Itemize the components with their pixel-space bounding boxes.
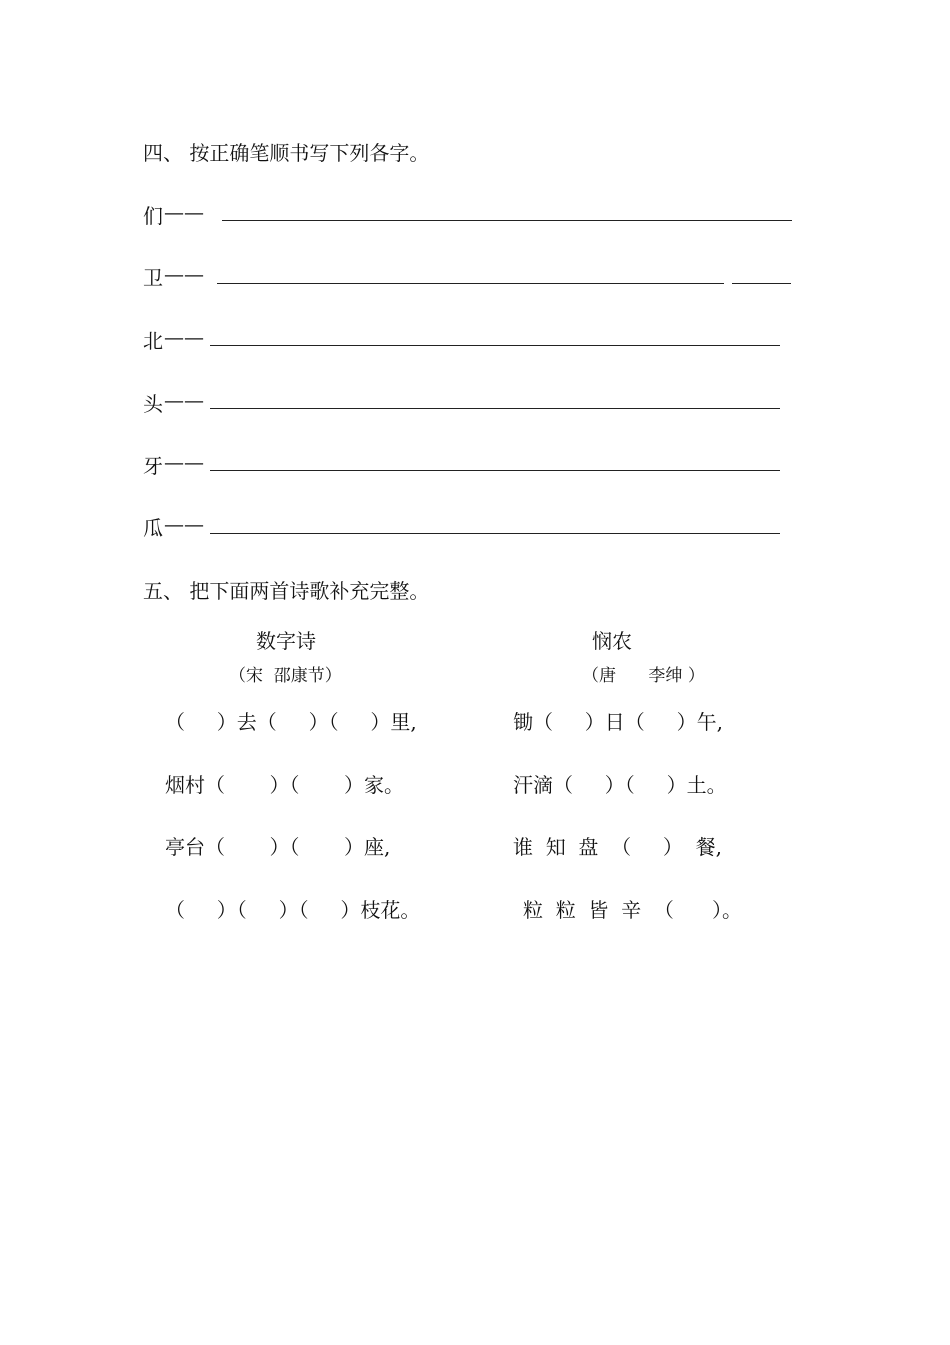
writing-line[interactable] — [210, 533, 780, 534]
item-char: 卫 — [143, 266, 163, 290]
writing-line[interactable] — [210, 408, 780, 409]
poem-line[interactable]: 粒 粒 皆 辛 （ ）。 — [523, 898, 743, 922]
poem-title: 数字诗 — [256, 629, 316, 653]
item-dash: —— — [164, 388, 204, 412]
writing-line[interactable] — [210, 345, 780, 346]
item-dash: —— — [164, 262, 204, 286]
item-dash: —— — [164, 325, 204, 349]
poem-line[interactable]: 锄（ ）日（ ）午, — [513, 710, 723, 734]
poem-line[interactable]: 谁 知 盘 （ ） 餐, — [513, 835, 723, 859]
section-4-heading: 四、 按正确笔顺书写下列各字。 — [143, 141, 430, 165]
writing-line[interactable] — [217, 283, 724, 284]
poem-author: （唐 李绅 ） — [582, 666, 705, 686]
item-char: 瓜 — [143, 516, 163, 540]
item-char: 北 — [143, 329, 163, 353]
item-dash: —— — [164, 200, 204, 224]
poem-line[interactable]: （ ）（ ）（ ）枝花。 — [165, 898, 421, 922]
item-char: 牙 — [143, 454, 163, 478]
section-5-heading: 五、 把下面两首诗歌补充完整。 — [143, 579, 430, 603]
item-dash: —— — [164, 512, 204, 536]
poem-line[interactable]: （ ）去（ ）（ ）里, — [165, 710, 417, 734]
poem-title: 悯农 — [592, 629, 632, 653]
poem-line[interactable]: 亭台（ ）（ ）座, — [165, 835, 391, 859]
poem-line[interactable]: 烟村（ ）（ ）家。 — [165, 773, 405, 797]
writing-line[interactable] — [222, 220, 792, 221]
poem-line[interactable]: 汗滴（ ）（ ）土。 — [513, 773, 727, 797]
writing-line[interactable] — [210, 470, 780, 471]
item-char: 头 — [143, 392, 163, 416]
writing-line-tail[interactable] — [732, 283, 791, 284]
poem-author: （宋 邵康节） — [229, 666, 342, 686]
item-char: 们 — [143, 204, 163, 228]
item-dash: —— — [164, 450, 204, 474]
